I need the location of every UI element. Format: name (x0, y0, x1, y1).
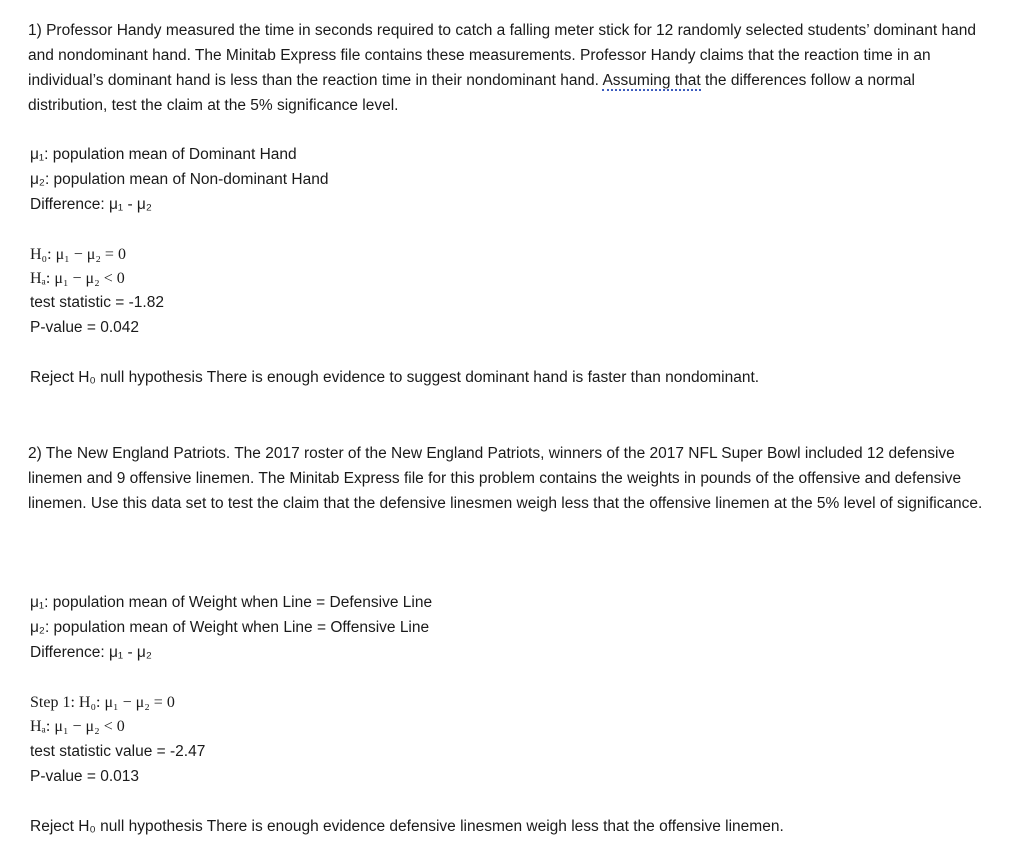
q2-problem-text: 2) The New England Patriots. The 2017 roster of the New England Patriots, winners of the 2017 NFL Super Bowl included 12 defensive linemen and 9 offensive linemen. The Minitab Express file for this problem contains the weights in pounds of the offensive and defensive linemen. Use this data set to test the claim that the defensive linesmen weigh less that the offensive linemen at the 5% level of significance. (28, 445, 983, 512)
q1-alt-hypothesis: Hₐ: μ₁ − μ₂ < 0 (30, 270, 125, 287)
q1-dotted-phrase: Assuming that (602, 72, 701, 89)
q1-mu2-definition: μ₂: population mean of Non-dominant Hand (30, 171, 329, 188)
q2-alt-hypothesis: Hₐ: μ₁ − μ₂ < 0 (30, 718, 125, 735)
q1-p-value: P-value = 0.042 (30, 319, 140, 336)
q2-p-value: P-value = 0.013 (30, 768, 140, 785)
q1-conclusion: Reject H₀ null hypothesis There is enough evidence to suggest dominant hand is faster than nondominant. (30, 369, 760, 386)
q1-test-statistic: test statistic = -1.82 (30, 294, 164, 311)
q2-difference-definition: Difference: μ₁ - μ₂ (30, 644, 152, 661)
q1-difference-definition: Difference: μ₁ - μ₂ (30, 196, 152, 213)
q2-mu1-definition: μ₁: population mean of Weight when Line = Defensive Line (30, 594, 433, 611)
q2-test-statistic: test statistic value = -2.47 (30, 743, 206, 760)
q2-conclusion: Reject H₀ null hypothesis There is enough evidence defensive linesmen weigh less that the offensive linemen. (30, 818, 784, 835)
q1-mu1-definition: μ₁: population mean of Dominant Hand (30, 146, 297, 163)
q2-mu2-definition: μ₂: population mean of Weight when Line = Offensive Line (30, 619, 430, 636)
q1-null-hypothesis: H₀: μ₁ − μ₂ = 0 (30, 246, 126, 263)
q1-problem-text: 1) Professor Handy measured the time in seconds required to catch a falling meter stick for 12 randomly selected students’ dominant hand and nondominant hand. The Minitab Express file contains these measurements. Professor Handy claims that the reaction time in an individual’s dominant hand is less than the reaction time in their nondominant hand. Assuming that the differences follow a normal distribution, test the claim at the 5% significance level. (28, 22, 976, 114)
q2-null-hypothesis: Step 1: H₀: μ₁ − μ₂ = 0 (30, 694, 175, 711)
